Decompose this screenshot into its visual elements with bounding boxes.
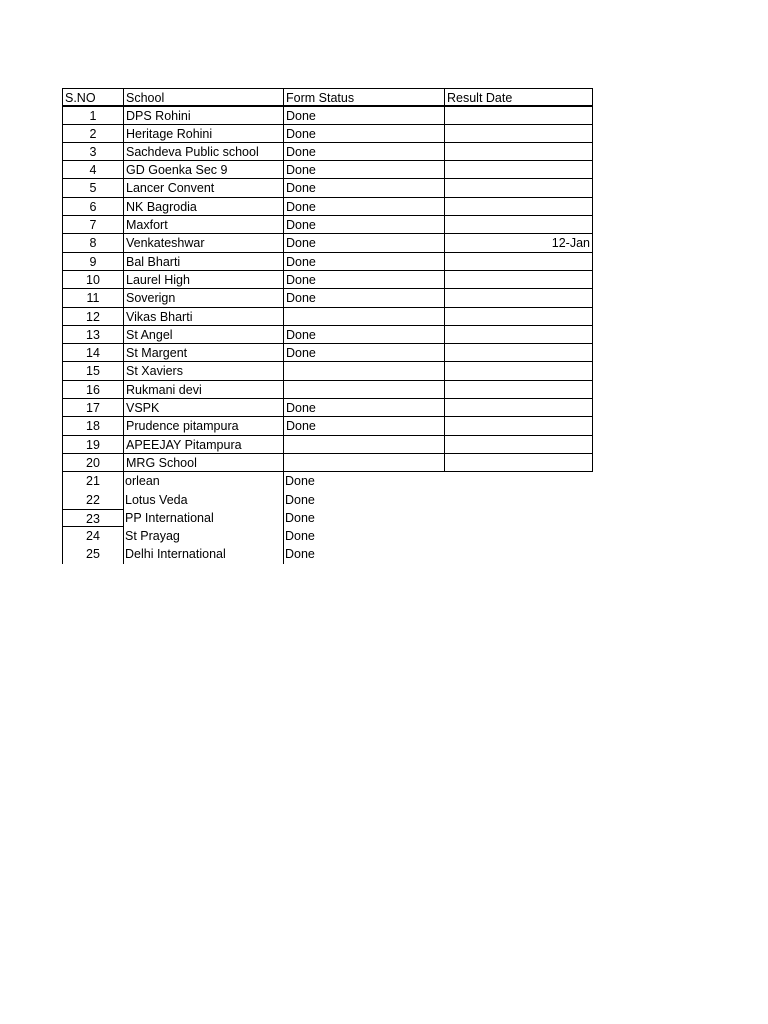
table-row — [62, 399, 593, 417]
cell-form-status: Done — [283, 125, 445, 143]
cell-result-date — [444, 436, 593, 454]
table-row — [62, 344, 593, 362]
cell-result-date — [444, 308, 593, 326]
header-school: School — [123, 88, 284, 106]
cell-sno: 12 — [62, 308, 124, 326]
cell-school: St Margent — [123, 344, 284, 362]
cell-form-status: Done — [283, 179, 445, 197]
cell-sno: 11 — [62, 289, 124, 307]
cell-sno: 4 — [62, 161, 124, 179]
cell-form-status: Done — [283, 289, 445, 307]
cell-result-date — [444, 472, 593, 490]
cell-form-status: Done — [283, 234, 445, 252]
cell-form-status: Done — [283, 198, 445, 216]
cell-school: Sachdeva Public school — [123, 143, 284, 161]
cell-school: Bal Bharti — [123, 253, 284, 271]
cell-form-status — [283, 436, 445, 454]
cell-result-date — [444, 417, 593, 435]
cell-form-status: Done — [285, 474, 315, 489]
table-row — [62, 179, 593, 197]
cell-school: NK Bagrodia — [123, 198, 284, 216]
cell-sno: 21 — [62, 472, 124, 490]
cell-form-status — [283, 362, 445, 380]
table-row — [62, 417, 593, 435]
cell-sno: 20 — [62, 454, 124, 472]
cell-school: Vikas Bharti — [123, 308, 284, 326]
cell-form-status: Done — [285, 547, 315, 562]
cell-sno: 15 — [62, 362, 124, 380]
table-row — [62, 472, 593, 490]
cell-result-date — [444, 509, 593, 527]
cell-result-date — [444, 399, 593, 417]
table-row — [62, 362, 593, 380]
cell-sno: 10 — [62, 271, 124, 289]
table-row — [62, 143, 593, 161]
cell-sno: 22 — [62, 491, 124, 509]
cell-sno: 25 — [62, 545, 124, 563]
cell-school: Venkateshwar — [123, 234, 284, 252]
school-status-table — [62, 88, 593, 564]
table-row — [62, 436, 593, 454]
header-sno: S.NO — [62, 88, 124, 106]
cell-school: APEEJAY Pitampura — [123, 436, 284, 454]
cell-sno: 23 — [62, 509, 124, 527]
cell-school: Delhi International — [123, 545, 284, 563]
cell-school: St Prayag — [123, 527, 284, 545]
cell-result-date — [444, 381, 593, 399]
cell-sno: 17 — [62, 399, 124, 417]
cell-result-date — [444, 344, 593, 362]
cell-sno: 8 — [62, 234, 124, 252]
cell-school: orlean — [123, 472, 284, 490]
header-result-date: Result Date — [444, 88, 593, 106]
table-row — [62, 125, 593, 143]
cell-form-status: Done — [283, 106, 445, 124]
table-row — [62, 545, 593, 563]
cell-form-status: Done — [285, 529, 315, 544]
cell-sno: 1 — [62, 106, 124, 124]
header-form-status: Form Status — [283, 88, 445, 106]
table-row — [62, 491, 593, 509]
table-row — [62, 381, 593, 399]
cell-school: St Xaviers — [123, 362, 284, 380]
cell-school: St Angel — [123, 326, 284, 344]
cell-result-date — [444, 271, 593, 289]
cell-result-date — [444, 326, 593, 344]
cell-form-status: Done — [283, 344, 445, 362]
cell-result-date — [444, 527, 593, 545]
cell-school: Soverign — [123, 289, 284, 307]
cell-school: VSPK — [123, 399, 284, 417]
cell-sno: 13 — [62, 326, 124, 344]
cell-result-date — [444, 106, 593, 124]
table-row — [62, 198, 593, 216]
cell-school: DPS Rohini — [123, 106, 284, 124]
cell-form-status: Done — [285, 492, 315, 507]
cell-result-date — [444, 198, 593, 216]
table-row — [62, 253, 593, 271]
cell-sno: 24 — [62, 527, 124, 545]
table-row — [62, 326, 593, 344]
cell-form-status: Done — [283, 253, 445, 271]
cell-sno: 16 — [62, 381, 124, 399]
table-row — [62, 216, 593, 234]
cell-result-date — [444, 491, 593, 509]
table-row — [62, 106, 593, 124]
cell-form-status: Done — [283, 216, 445, 234]
cell-sno: 18 — [62, 417, 124, 435]
cell-result-date — [444, 454, 593, 472]
cell-sno: 14 — [62, 344, 124, 362]
table-row — [62, 234, 593, 252]
cell-result-date — [444, 253, 593, 271]
cell-form-status — [283, 381, 445, 399]
cell-school: Prudence pitampura — [123, 417, 284, 435]
cell-school: Lancer Convent — [123, 179, 284, 197]
cell-form-status: Done — [285, 510, 315, 525]
cell-result-date — [444, 362, 593, 380]
cell-school: MRG School — [123, 454, 284, 472]
cell-school: Lotus Veda — [123, 491, 284, 509]
cell-form-status: Done — [283, 143, 445, 161]
table-row — [62, 271, 593, 289]
cell-result-date — [444, 179, 593, 197]
cell-school: Heritage Rohini — [123, 125, 284, 143]
cell-form-status — [283, 308, 445, 326]
cell-result-date — [444, 143, 593, 161]
cell-result-date — [444, 161, 593, 179]
cell-sno: 19 — [62, 436, 124, 454]
cell-form-status: Done — [283, 161, 445, 179]
cell-sno: 6 — [62, 198, 124, 216]
cell-form-status: Done — [283, 399, 445, 417]
cell-school: PP International — [123, 509, 284, 527]
cell-form-status: Done — [283, 417, 445, 435]
table-row — [62, 289, 593, 307]
table-row — [62, 308, 593, 326]
cell-sno: 7 — [62, 216, 124, 234]
cell-result-date — [444, 545, 593, 563]
table-row — [62, 161, 593, 179]
cell-form-status: Done — [283, 326, 445, 344]
cell-form-status: Done — [283, 271, 445, 289]
cell-form-status — [283, 454, 445, 472]
table-row — [62, 454, 593, 472]
table-header-row — [62, 88, 593, 106]
cell-sno: 5 — [62, 179, 124, 197]
cell-result-date — [444, 289, 593, 307]
cell-result-date — [444, 125, 593, 143]
cell-school: Laurel High — [123, 271, 284, 289]
cell-school: GD Goenka Sec 9 — [123, 161, 284, 179]
cell-result-date: 12-Jan — [444, 234, 593, 252]
table-row — [62, 527, 593, 545]
cell-school: Rukmani devi — [123, 381, 284, 399]
cell-sno: 3 — [62, 143, 124, 161]
cell-school: Maxfort — [123, 216, 284, 234]
table-row — [62, 509, 593, 527]
cell-result-date — [444, 216, 593, 234]
cell-sno: 2 — [62, 125, 124, 143]
cell-sno: 9 — [62, 253, 124, 271]
